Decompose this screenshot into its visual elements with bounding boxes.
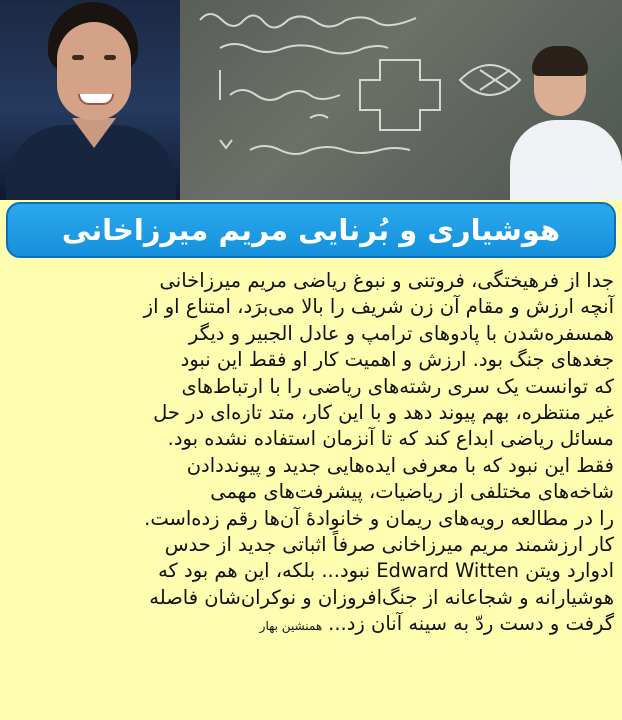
portrait-photo <box>0 0 180 200</box>
article-line: شاخه‌های مختلفی از ریاضیات، پیشرفت‌های مهمی <box>210 480 614 504</box>
article-line: که توانست یک سری رشته‌های ریاضی را با ارتباط‌های <box>181 374 614 398</box>
portrait-face <box>57 22 131 120</box>
article-line: هوشیارانه و شجاعانه از جنگ‌افروزان و نوکران‌شان فاصله <box>149 585 614 609</box>
article-line: همسفره‌شدن با پادوهای ترامپ و عادل الجبیر و دیگر <box>188 321 614 345</box>
blackboard-photo <box>180 0 622 200</box>
article-line: کار ارزشمند مریم میرزاخانی صرفاً اثباتی جدید از حدس <box>164 533 614 557</box>
article-line: ادوارد ویتن Edward Witten نبود... بلکه، این هم بود که <box>158 559 614 583</box>
speaker-body <box>510 120 622 200</box>
title-banner <box>6 202 616 258</box>
portrait-eye-left <box>72 55 84 60</box>
article-line: آنچه ارزش و مقام آن زن شریف را بالا می‌برَد، امتناع او از <box>143 295 614 319</box>
article-body <box>6 268 614 640</box>
article-last-line <box>6 611 614 639</box>
article-line: جدا از فرهیختگی، فروتنی و نبوغ ریاضی مریم میرزاخانی <box>159 269 614 292</box>
portrait-smile <box>78 94 114 105</box>
article-line: مسائل ریاضی ابداع کند که تا آنزمان استفاده نشده بود. <box>167 427 614 451</box>
speaker-hair <box>532 46 588 76</box>
portrait-eye-right <box>104 55 116 60</box>
article-line: فقط این نبود که با معرفی ایده‌هایی جدید و پیونددادن <box>186 453 614 477</box>
article-line: جغدهای جنگ بود. ارزش و اهمیت کار او فقط این نبود <box>180 348 614 372</box>
article-line: گرفت و دست ردّ به سینه آنان زد... <box>328 612 614 636</box>
page-title: هوشیاری و بُرنایی مریم میرزاخانی <box>61 213 561 247</box>
header-photos <box>0 0 622 200</box>
signature: همنشین بهار <box>259 619 323 634</box>
article-line: غیر منتظره، بهم پیوند دهد و با این کار، متد تازه‌ای در حل <box>153 401 614 425</box>
article-line: را در مطالعه رویه‌های ریمان و خانوادهٔ آن‌ها رقم زده‌است. <box>144 506 614 530</box>
